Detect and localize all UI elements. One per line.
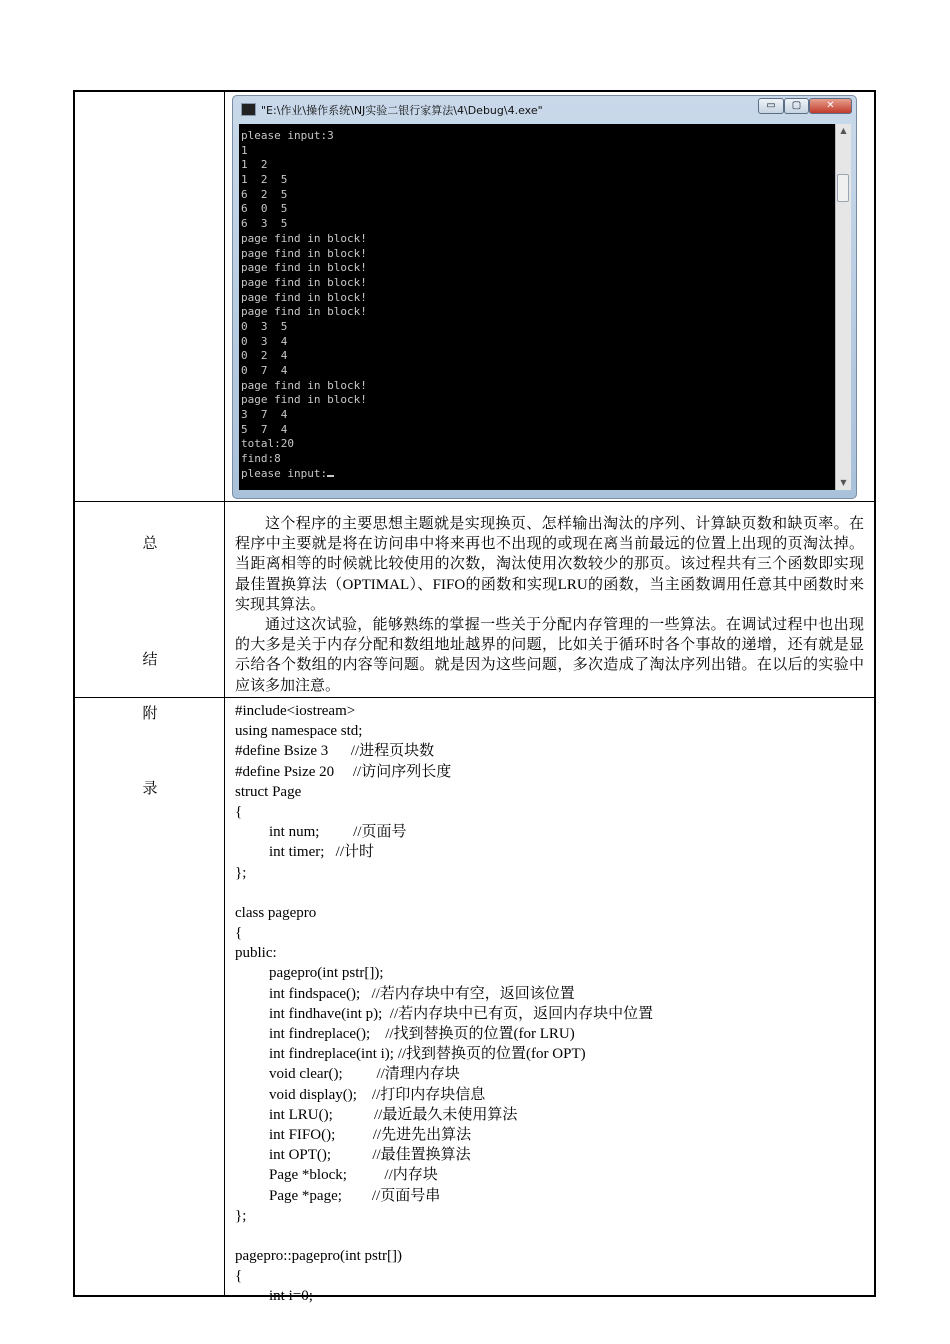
console-title: "E:\作业\操作系统\NJ实验二银行家算法\4\Debug\4.exe" bbox=[261, 104, 543, 117]
code-line: int findreplace(int i); //找到替换页的位置(for OPT) bbox=[269, 1046, 586, 1063]
code-line: }; bbox=[235, 1207, 247, 1224]
code-line: pagepro::pagepro(int pstr[]) bbox=[235, 1248, 403, 1265]
console-scrollbar[interactable] bbox=[835, 124, 851, 490]
summary-row bbox=[75, 502, 874, 698]
console-line: page find in block! bbox=[241, 231, 367, 245]
console-line: page find in block! bbox=[241, 275, 367, 289]
console-line: 1 bbox=[241, 143, 248, 157]
code-line: #include<iostream> bbox=[235, 703, 356, 719]
console-line: 1 2 5 bbox=[241, 173, 288, 187]
summary-paragraph: 通过这次试验，能够熟练的掌握一些关于分配内存管理的一些算法。在调试过程中也出现的大多是关于内存分配和数组地址越界的问题，比如关于循环时各个事故的递增，还有就是显示给各个数组的内容等问题。就是因为这些问题，多次造成了淘汰序列出错。在以后的实验中应该多加注意。 bbox=[235, 617, 864, 694]
code-line: { bbox=[235, 925, 243, 942]
code-line: pagepro(int pstr[]); bbox=[269, 965, 384, 982]
appendix-row bbox=[75, 698, 874, 1305]
code-line: struct Page bbox=[235, 783, 302, 800]
code-line: class pagepro bbox=[235, 904, 317, 921]
appendix-label-top: 附 bbox=[142, 706, 158, 722]
summary-label-bottom: 结 bbox=[142, 652, 158, 668]
screenshot-row bbox=[75, 92, 874, 502]
console-line: please input:3 bbox=[241, 129, 334, 142]
window-bottom-border bbox=[233, 489, 856, 498]
code-line: #define Bsize 3 //进程页块数 bbox=[235, 743, 435, 760]
console-line: page find in block! bbox=[241, 261, 367, 275]
code-line: int OPT(); //最佳置换算法 bbox=[269, 1147, 471, 1164]
code-line: void display(); //打印内存块信息 bbox=[269, 1086, 486, 1103]
console-app-icon bbox=[241, 103, 256, 116]
console-line: please input: bbox=[241, 467, 835, 482]
console-line: page find in block! bbox=[241, 378, 367, 392]
summary-label-top: 总 bbox=[142, 536, 158, 552]
code-line: Page *block; //内存块 bbox=[269, 1167, 438, 1184]
console-line: 0 3 5 bbox=[241, 319, 288, 333]
console-line: 5 7 4 bbox=[241, 422, 288, 436]
code-line: int findspace(); //若内存块中有空，返回该位置 bbox=[269, 985, 575, 1002]
code-line bbox=[235, 1226, 868, 1246]
code-line: { bbox=[235, 803, 243, 820]
summary-paragraph: 这个程序的主要思想主题就是实现换页、怎样输出淘汰的序列、计算缺页数和缺页率。在程序中主要就是将在访问串中将来再也不出现的或现在离当前最远的位置上出现的页淘汰掉。当距离相等的时候就比较使用的次数，淘汰使用次数较少的那页。该过程共有三个函数即实现最佳置换算法（OPTIMAL）、FIFO的函数和实现LRU的函数，当主函数调用任意其中函数时来实现其算法。 bbox=[235, 516, 864, 613]
code-line: int timer; //计时 bbox=[269, 844, 374, 861]
code-line: int LRU(); //最近最久未使用算法 bbox=[269, 1106, 518, 1123]
code-line: }; bbox=[235, 864, 247, 881]
summary-text-cell bbox=[226, 502, 874, 697]
scroll-thumb[interactable] bbox=[837, 174, 849, 202]
console-titlebar bbox=[233, 96, 856, 123]
console-window bbox=[232, 95, 857, 499]
console-line: total:20 bbox=[241, 437, 294, 451]
scroll-down-arrow-icon[interactable]: ▼ bbox=[840, 478, 847, 487]
code-listing bbox=[235, 701, 868, 1307]
console-line: page find in block! bbox=[241, 305, 367, 319]
console-line: find:8 bbox=[241, 452, 281, 466]
code-line bbox=[235, 883, 868, 903]
summary-text bbox=[235, 514, 864, 696]
close-button[interactable]: ✕ bbox=[809, 98, 852, 114]
console-line: 6 3 5 bbox=[241, 217, 288, 231]
appendix-label-cell bbox=[75, 698, 225, 1297]
code-line: int FIFO(); //先进先出算法 bbox=[269, 1126, 472, 1143]
code-line: #define Psize 20 //访问序列长度 bbox=[235, 763, 452, 780]
console-line: 0 7 4 bbox=[241, 364, 288, 377]
code-line: using namespace std; bbox=[235, 723, 363, 740]
minimize-button[interactable]: ▭ bbox=[758, 98, 784, 114]
code-line: void clear(); //清理内存块 bbox=[269, 1066, 460, 1083]
console-line: 0 3 4 bbox=[241, 334, 288, 348]
console-line: page find in block! bbox=[241, 290, 367, 304]
console-output[interactable] bbox=[239, 124, 835, 490]
console-line: 1 2 bbox=[241, 158, 268, 172]
maximize-button[interactable]: ▢ bbox=[784, 98, 809, 114]
console-line: 3 7 4 bbox=[241, 408, 288, 422]
console-line: 6 0 5 bbox=[241, 202, 288, 216]
code-line: Page *page; //页面号串 bbox=[269, 1187, 441, 1204]
console-line: 6 2 5 bbox=[241, 187, 288, 201]
summary-label-cell bbox=[75, 502, 225, 697]
text-cursor bbox=[327, 475, 334, 477]
scroll-up-arrow-icon[interactable]: ▲ bbox=[840, 126, 847, 135]
code-line: public: bbox=[235, 945, 277, 962]
console-line: page find in block! bbox=[241, 393, 367, 407]
code-line: int num; //页面号 bbox=[269, 824, 407, 841]
code-line: int i=0; bbox=[269, 1288, 313, 1305]
document-table bbox=[73, 90, 876, 1305]
empty-label-cell bbox=[75, 92, 225, 501]
code-line: int findhave(int p); //若内存块中已有页，返回内存块中位置 bbox=[269, 1005, 654, 1022]
appendix-code-cell bbox=[226, 698, 874, 1305]
code-line: int findreplace(); //找到替换页的位置(for LRU) bbox=[269, 1026, 575, 1042]
console-line: 0 2 4 bbox=[241, 349, 288, 363]
code-line: { bbox=[235, 1268, 243, 1285]
appendix-label-bottom: 录 bbox=[142, 781, 158, 797]
console-line: page find in block! bbox=[241, 246, 367, 260]
